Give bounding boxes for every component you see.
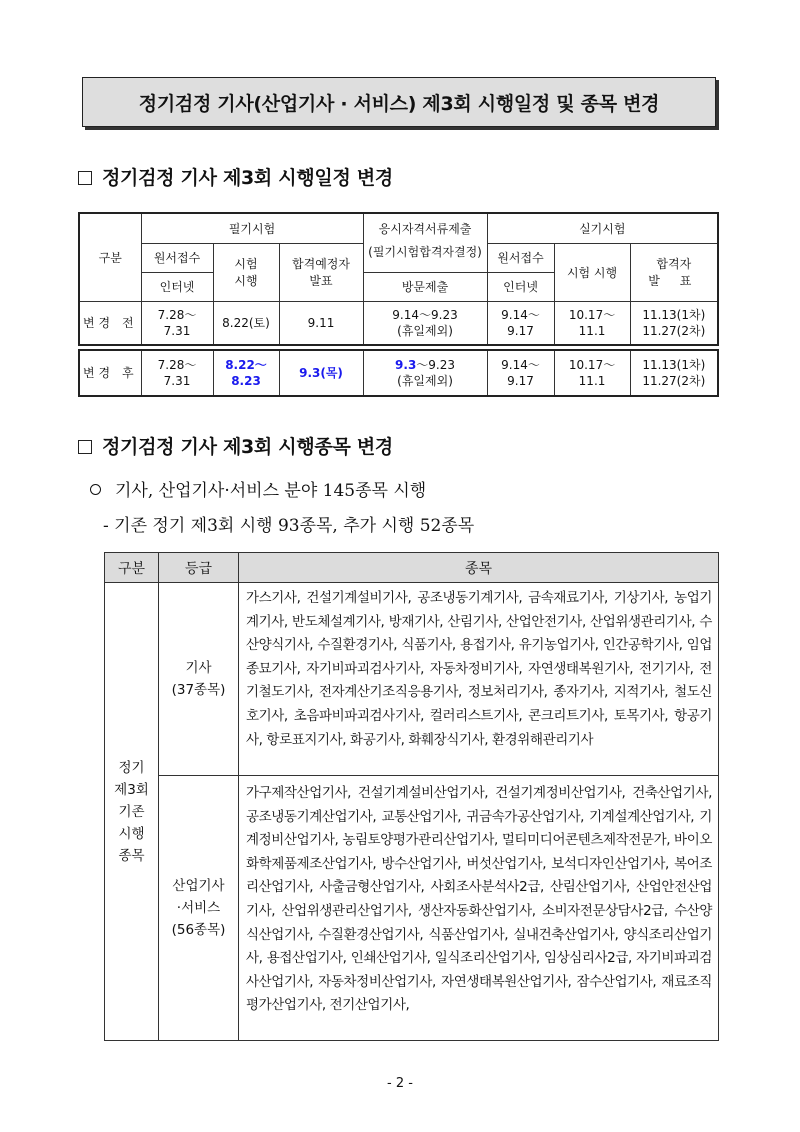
before-apply: 7.28～ 7.31 <box>141 302 213 346</box>
bullet-text: 기사, 산업기사·서비스 분야 145종목 시행 <box>115 481 427 501</box>
header-gubun: 구분 <box>79 213 141 302</box>
header-practical-result: 합격자 발 표 <box>630 244 718 302</box>
header-written-exam: 필기시험 <box>141 213 363 244</box>
section-heading-text: 정기검정 기사 제3회 시행일정 변경 <box>102 167 393 189</box>
gisa-items: 가스기사, 건설기계설비기사, 공조냉동기계기사, 금속재료기사, 기상기사, 농업기계기사, 반도체설계기사, 방재기사, 산림기사, 산업안전기사, 산업위생관리기사, 수산양식기사, 수질환경기사, 식품기사, 용접기사, 유기농업기사, 인간공학기사, 임업종묘기사, 자기비파괴검사기사, 자동차정비기사, 자연생태복원기사, 전기기사, 전기철도기사, 전자계산기조직응용기사, 정보처리기사, 종자기사, 지적기사, 철도신호기사, 초음파비파괴검사기사, 컬러리스트기사, 콘크리트기사, 토목기사, 항공기사, 항로표지기사, 화공기사, 화훼장식기사, 환경위해관리기사 <box>239 583 719 776</box>
after-practical-exam: 10.17～ 11.1 <box>554 350 630 396</box>
items-table <box>104 552 719 1041</box>
before-practical-result: 11.13(1차) 11.27(2차) <box>630 302 718 346</box>
before-docs: 9.14～9.23 (휴일제외) <box>363 302 487 346</box>
square-bullet-icon <box>78 171 92 185</box>
circle-bullet-icon <box>90 484 101 495</box>
bullet-item-total <box>90 476 426 501</box>
before-practical-exam: 10.17～ 11.1 <box>554 302 630 346</box>
section-heading-schedule <box>78 163 393 190</box>
page-number: - 2 - <box>387 1076 413 1091</box>
header-grade: 등급 <box>159 553 239 583</box>
header-practical-exam-date: 시험 시행 <box>554 244 630 302</box>
docs-method: 방문제출 <box>363 273 487 302</box>
header-written-apply: 원서접수 <box>141 244 213 273</box>
header-written-exam-date: 시험 시행 <box>213 244 279 302</box>
header-practical-exam: 실기시험 <box>487 213 718 244</box>
bullet-detail-text: - 기존 정기 제3회 시행 93종목, 추가 시행 52종목 <box>103 516 475 536</box>
header-docs <box>363 213 487 244</box>
after-practical-apply: 9.14～ 9.17 <box>487 350 554 396</box>
schedule-table <box>78 212 719 397</box>
header-items: 종목 <box>239 553 719 583</box>
group-label: 정기 제3회 기존 시행 종목 <box>105 583 159 1041</box>
after-apply: 7.28～ 7.31 <box>141 350 213 396</box>
after-exam: 8.22～ 8.23 <box>213 350 279 396</box>
grade-gisa: 기사 (37종목) <box>159 583 239 776</box>
section-heading-text: 정기검정 기사 제3회 시행종목 변경 <box>102 436 393 458</box>
title-text: 정기검정 기사(산업기사 · 서비스) 제3회 시행일정 및 종목 변경 <box>138 92 660 115</box>
docs-line2: (필기시험합격자결정) <box>363 244 487 273</box>
row-label-after: 변경 후 <box>79 350 141 396</box>
header-written-result: 합격예정자 발표 <box>279 244 363 302</box>
bullet-item-detail <box>103 511 474 536</box>
after-result: 9.3(목) <box>279 350 363 396</box>
practical-apply-method: 인터넷 <box>487 273 554 302</box>
header-practical-apply: 원서접수 <box>487 244 554 273</box>
before-result: 9.11 <box>279 302 363 346</box>
sanup-items: 가구제작산업기사, 건설기계설비산업기사, 건설기계정비산업기사, 건축산업기사, 공조냉동기계산업기사, 교통산업기사, 귀금속가공산업기사, 기계설계산업기사, 기계정비산업기사, 농림토양평가관리산업기사, 멀티미디어콘텐츠제작전문가, 바이오화학제품제조산업기사, 방수산업기사, 버섯산업기사, 보석디자인산업기사, 복어조리산업기사, 사출금형산업기사, 사회조사분석사2급, 산림산업기사, 산업안전산업기사, 산업위생관리산업기사, 생산자동화산업기사, 소비자전문상담사2급, 수산양식산업기사, 수질환경산업기사, 식품산업기사, 실내건축산업기사, 양식조리산업기사, 용접산업기사, 인쇄산업기사, 일식조리산업기사, 임상심리사2급, 자기비파괴검사산업기사, 자동차정비산업기사, 자연생태복원산업기사, 잠수산업기사, 재료조직평가산업기사, 전기산업기사, <box>239 776 719 1041</box>
docs-line1: 응시자격서류제출 <box>378 221 472 236</box>
after-practical-result: 11.13(1차) 11.27(2차) <box>630 350 718 396</box>
header-gubun: 구분 <box>105 553 159 583</box>
square-bullet-icon <box>78 440 92 454</box>
section-heading-items <box>78 432 393 459</box>
before-exam: 8.22(토) <box>213 302 279 346</box>
written-apply-method: 인터넷 <box>141 273 213 302</box>
row-label-before: 변경 전 <box>79 302 141 346</box>
grade-sanup: 산업기사 ·서비스 (56종목) <box>159 776 239 1041</box>
before-practical-apply: 9.14～ 9.17 <box>487 302 554 346</box>
document-title <box>82 77 716 127</box>
after-docs: 9.3～9.23 (휴일제외) <box>363 350 487 396</box>
